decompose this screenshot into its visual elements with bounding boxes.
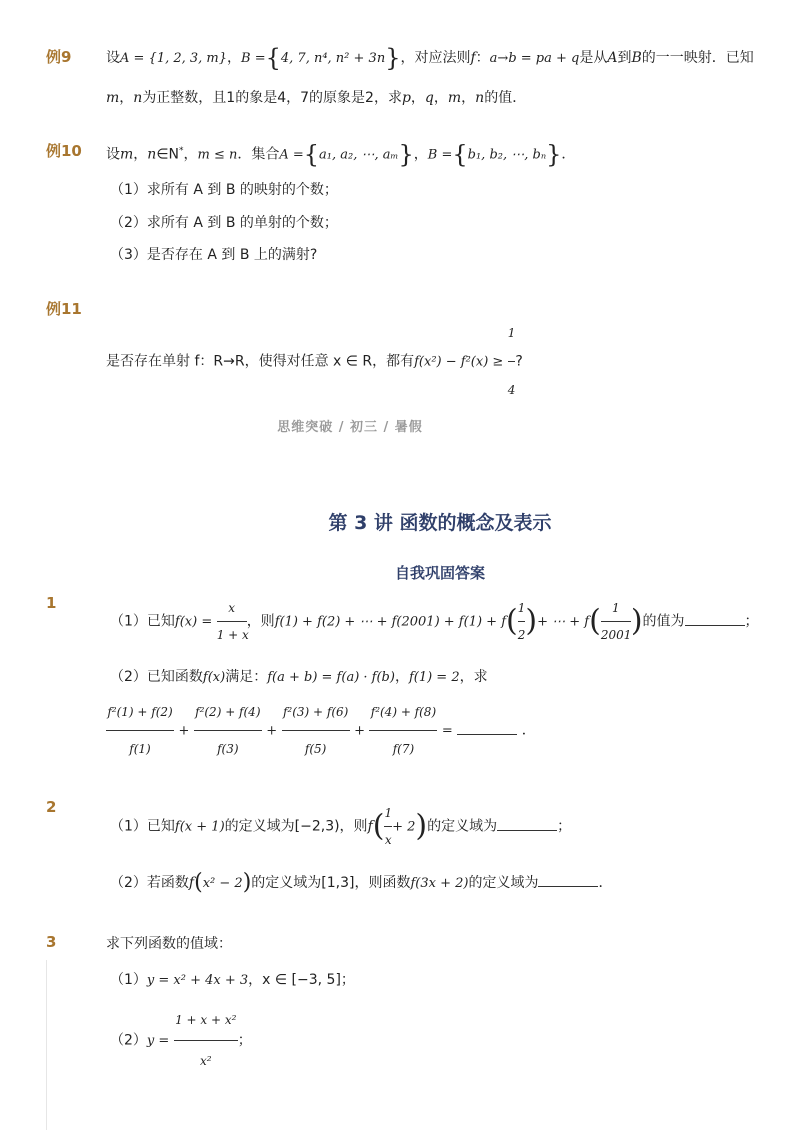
fraction-bar bbox=[194, 730, 262, 731]
numerator: 1 bbox=[507, 326, 516, 340]
denominator: x bbox=[384, 833, 392, 847]
fraction-bar bbox=[174, 1040, 238, 1041]
text: ，求 bbox=[459, 669, 488, 685]
denominator: x² bbox=[199, 1054, 212, 1068]
text: ， bbox=[394, 669, 409, 685]
question-2-part-2 bbox=[110, 872, 612, 894]
denominator: f(7) bbox=[392, 742, 415, 756]
example-10-label: 例10 bbox=[46, 142, 82, 160]
text: 的值． bbox=[484, 90, 527, 106]
text: 是否存在单射 f：R→R，使得对任意 x ∈ R，都有 bbox=[106, 353, 415, 370]
fraction-one-over-2001 bbox=[601, 598, 631, 645]
answer-blank bbox=[457, 720, 517, 735]
text: 的值为 bbox=[642, 613, 685, 630]
var-q: q bbox=[424, 90, 434, 106]
fraction-bar bbox=[217, 621, 247, 622]
equals-sign: = bbox=[441, 723, 453, 739]
brace-close: } bbox=[546, 140, 562, 169]
fraction-bar bbox=[369, 730, 437, 731]
mapping: a→b = pa + q bbox=[489, 51, 580, 66]
text: ∈N bbox=[156, 146, 179, 163]
numerator: x bbox=[228, 601, 236, 615]
fraction-term-1 bbox=[106, 702, 174, 759]
var-m: m bbox=[106, 90, 120, 106]
plus-sign: + bbox=[266, 723, 278, 739]
text: 是从 bbox=[579, 50, 608, 66]
text: 的定义域为 bbox=[427, 818, 498, 835]
text: ． bbox=[521, 722, 536, 739]
f-of-x-plus-1: f(x + 1) bbox=[174, 819, 225, 835]
var-m: m bbox=[120, 146, 134, 163]
text: 的定义域为[1,3]，则函数 bbox=[251, 875, 411, 891]
question-1-fraction-sum bbox=[106, 702, 536, 759]
inner-expression: x² − 2 bbox=[202, 876, 243, 891]
question-3-part-1 bbox=[110, 970, 355, 991]
text: 的一一映射．已知 bbox=[641, 50, 754, 66]
question-3-intro: 求下列函数的值域： bbox=[106, 936, 232, 952]
text: ，则 bbox=[246, 613, 275, 630]
fraction-bar bbox=[384, 826, 392, 827]
example-9-line1 bbox=[106, 44, 754, 72]
denominator: 2001 bbox=[600, 628, 632, 642]
numerator: 1 bbox=[517, 601, 526, 615]
example-11-label: 例11 bbox=[46, 300, 82, 318]
denominator: f(1) bbox=[129, 742, 151, 756]
lecture-title: 第 3 讲 函数的概念及表示 bbox=[328, 512, 552, 534]
text: （2） bbox=[110, 1032, 147, 1049]
paren-close: ) bbox=[415, 808, 428, 844]
var-n: n bbox=[475, 90, 485, 106]
fraction-x-over-1-plus-x bbox=[217, 598, 247, 645]
numerator: f²(3) + f(6) bbox=[282, 705, 349, 719]
question-2-part-1 bbox=[110, 803, 571, 850]
var-m: m bbox=[447, 90, 462, 106]
example-9-label: 例9 bbox=[46, 48, 72, 66]
plus-sign: + bbox=[354, 723, 365, 739]
fraction-quarter bbox=[508, 308, 516, 415]
var-b: B bbox=[631, 50, 642, 66]
set-b-label: B = bbox=[427, 147, 453, 163]
expression: f(x²) − f²(x) ≥ bbox=[414, 354, 504, 370]
numerator: 1 bbox=[611, 601, 620, 615]
text: ， bbox=[133, 146, 148, 163]
text: ； bbox=[237, 1032, 252, 1049]
text: ； bbox=[744, 613, 759, 630]
fraction-one-over-x bbox=[384, 803, 392, 850]
set-a-label: A = bbox=[279, 147, 304, 163]
numerator: 1 + x + x² bbox=[175, 1013, 237, 1027]
question-3-number: 3 bbox=[46, 933, 57, 951]
answer-subtitle: 自我巩固答案 bbox=[394, 564, 485, 582]
page-footer: 思维突破 / 初三 / 暑假 bbox=[277, 420, 423, 435]
text: 到 bbox=[617, 50, 632, 66]
fraction-term-4 bbox=[369, 702, 437, 759]
brace-close: } bbox=[398, 140, 414, 169]
question-1-part-1 bbox=[110, 598, 759, 645]
plus-sign: + bbox=[178, 723, 190, 739]
brace-open: { bbox=[452, 140, 468, 169]
margin-rule bbox=[46, 960, 47, 1130]
fraction-term-2 bbox=[194, 702, 262, 759]
text: ． bbox=[561, 146, 576, 163]
text: ，x ∈ [−3, 5]； bbox=[248, 972, 355, 988]
f-of-x: f(x) bbox=[202, 670, 226, 685]
var-a: A bbox=[607, 50, 618, 66]
text: （2）已知函数 bbox=[110, 669, 203, 685]
paren-open: ( bbox=[589, 603, 601, 639]
example-10-q3: （3）是否存在 A 到 B 上的满射? bbox=[110, 247, 318, 263]
denominator: 1 + x bbox=[216, 628, 249, 642]
question-3-part-2 bbox=[110, 1010, 252, 1071]
functional-equation: f(a + b) = f(a) · f(b) bbox=[267, 670, 395, 685]
example-11-line bbox=[106, 308, 523, 415]
text: 的定义域为 bbox=[468, 875, 539, 891]
text: 为正整数，且1的象是4，7的原象是2，求 bbox=[142, 90, 402, 106]
set-a: A = {1, 2, 3, m} bbox=[120, 51, 228, 66]
denominator: f(5) bbox=[304, 742, 327, 756]
answer-blank bbox=[538, 872, 598, 887]
text: （1）已知 bbox=[110, 818, 175, 835]
text: ．集合 bbox=[237, 146, 280, 163]
fraction-rational-function bbox=[174, 1010, 238, 1071]
text: 设 bbox=[106, 146, 120, 163]
brace-open: { bbox=[265, 44, 281, 72]
text: （1） bbox=[110, 972, 147, 988]
fraction-bar bbox=[601, 621, 631, 622]
text: 设 bbox=[106, 50, 120, 66]
plus-two: + 2 bbox=[392, 819, 416, 835]
text: ， bbox=[227, 50, 242, 66]
text: ? bbox=[515, 353, 523, 370]
text: ， bbox=[119, 90, 134, 106]
brace-close: } bbox=[385, 44, 401, 72]
numerator: f²(4) + f(8) bbox=[370, 705, 437, 719]
text: （2）若函数 bbox=[110, 875, 189, 891]
text: 的定义域为[−2,3)，则 bbox=[224, 818, 368, 835]
paren-close: ) bbox=[525, 603, 538, 639]
paren-open: ( bbox=[506, 603, 518, 639]
text: ． bbox=[598, 875, 613, 891]
var-n: n bbox=[133, 90, 143, 106]
set-a-body: a₁, a₂, ⋯, aₘ bbox=[319, 147, 399, 163]
var-p: p bbox=[401, 90, 411, 106]
text: ，对应法则 bbox=[400, 50, 471, 66]
text: （1）已知 bbox=[110, 613, 175, 630]
text: 满足： bbox=[225, 669, 268, 685]
var-f: f bbox=[470, 50, 476, 66]
fraction-bar bbox=[518, 621, 526, 622]
question-2-number: 2 bbox=[46, 798, 57, 816]
denominator: 4 bbox=[507, 383, 516, 397]
sum-expression: f(1) + f(2) + ⋯ + f(2001) + f(1) + f bbox=[274, 614, 507, 630]
brace-open: { bbox=[303, 140, 320, 169]
f-of-3x-plus-2: f(3x + 2) bbox=[410, 876, 469, 891]
example-10-q1: （1）求所有 A 到 B 的映射的个数； bbox=[110, 182, 338, 198]
text: ， bbox=[461, 90, 476, 106]
text: ， bbox=[183, 146, 198, 163]
text: ： bbox=[475, 50, 490, 66]
answer-blank bbox=[497, 816, 557, 831]
answer-blank bbox=[685, 611, 745, 626]
paren-open: ( bbox=[194, 870, 203, 895]
f-of-x: f(x) = bbox=[174, 614, 213, 630]
text: ； bbox=[557, 818, 572, 835]
star-superscript: * bbox=[178, 146, 184, 156]
denominator: f(3) bbox=[217, 742, 239, 756]
fraction-bar bbox=[508, 361, 516, 362]
example-10-q2: （2）求所有 A 到 B 的单射的个数； bbox=[110, 215, 338, 231]
question-1-number: 1 bbox=[46, 594, 57, 612]
fraction-one-half bbox=[518, 598, 526, 645]
f-of-1: f(1) = 2 bbox=[408, 670, 460, 685]
condition: m ≤ n bbox=[197, 147, 238, 163]
text: ， bbox=[413, 146, 428, 163]
var-n: n bbox=[147, 146, 157, 163]
fraction-term-3 bbox=[282, 702, 350, 759]
denominator: 2 bbox=[517, 628, 526, 642]
text: ， bbox=[410, 90, 425, 106]
paren-close: ) bbox=[242, 870, 252, 895]
paren-open: ( bbox=[372, 808, 385, 844]
set-b-label: B = bbox=[241, 51, 266, 66]
paren-close: ) bbox=[630, 603, 643, 639]
var-f: f bbox=[188, 875, 195, 891]
example-9-line2 bbox=[106, 88, 526, 108]
fraction-bar bbox=[282, 730, 350, 731]
quadratic-expression: y = x² + 4x + 3 bbox=[146, 973, 249, 988]
question-1-part-2 bbox=[110, 667, 488, 688]
numerator: f²(2) + f(4) bbox=[195, 705, 261, 719]
numerator: 1 bbox=[384, 806, 393, 820]
ellipsis-term: + ⋯ + f bbox=[537, 614, 590, 630]
y-equals: y = bbox=[146, 1033, 170, 1049]
set-b-body: b₁, b₂, ⋯, bₙ bbox=[467, 147, 547, 163]
fraction-bar bbox=[106, 730, 174, 731]
var-f: f bbox=[367, 818, 373, 835]
text: ， bbox=[433, 90, 448, 106]
numerator: f²(1) + f(2) bbox=[107, 705, 173, 719]
set-b-body: 4, 7, n⁴, n² + 3n bbox=[280, 51, 386, 66]
example-10-line1 bbox=[106, 140, 576, 169]
